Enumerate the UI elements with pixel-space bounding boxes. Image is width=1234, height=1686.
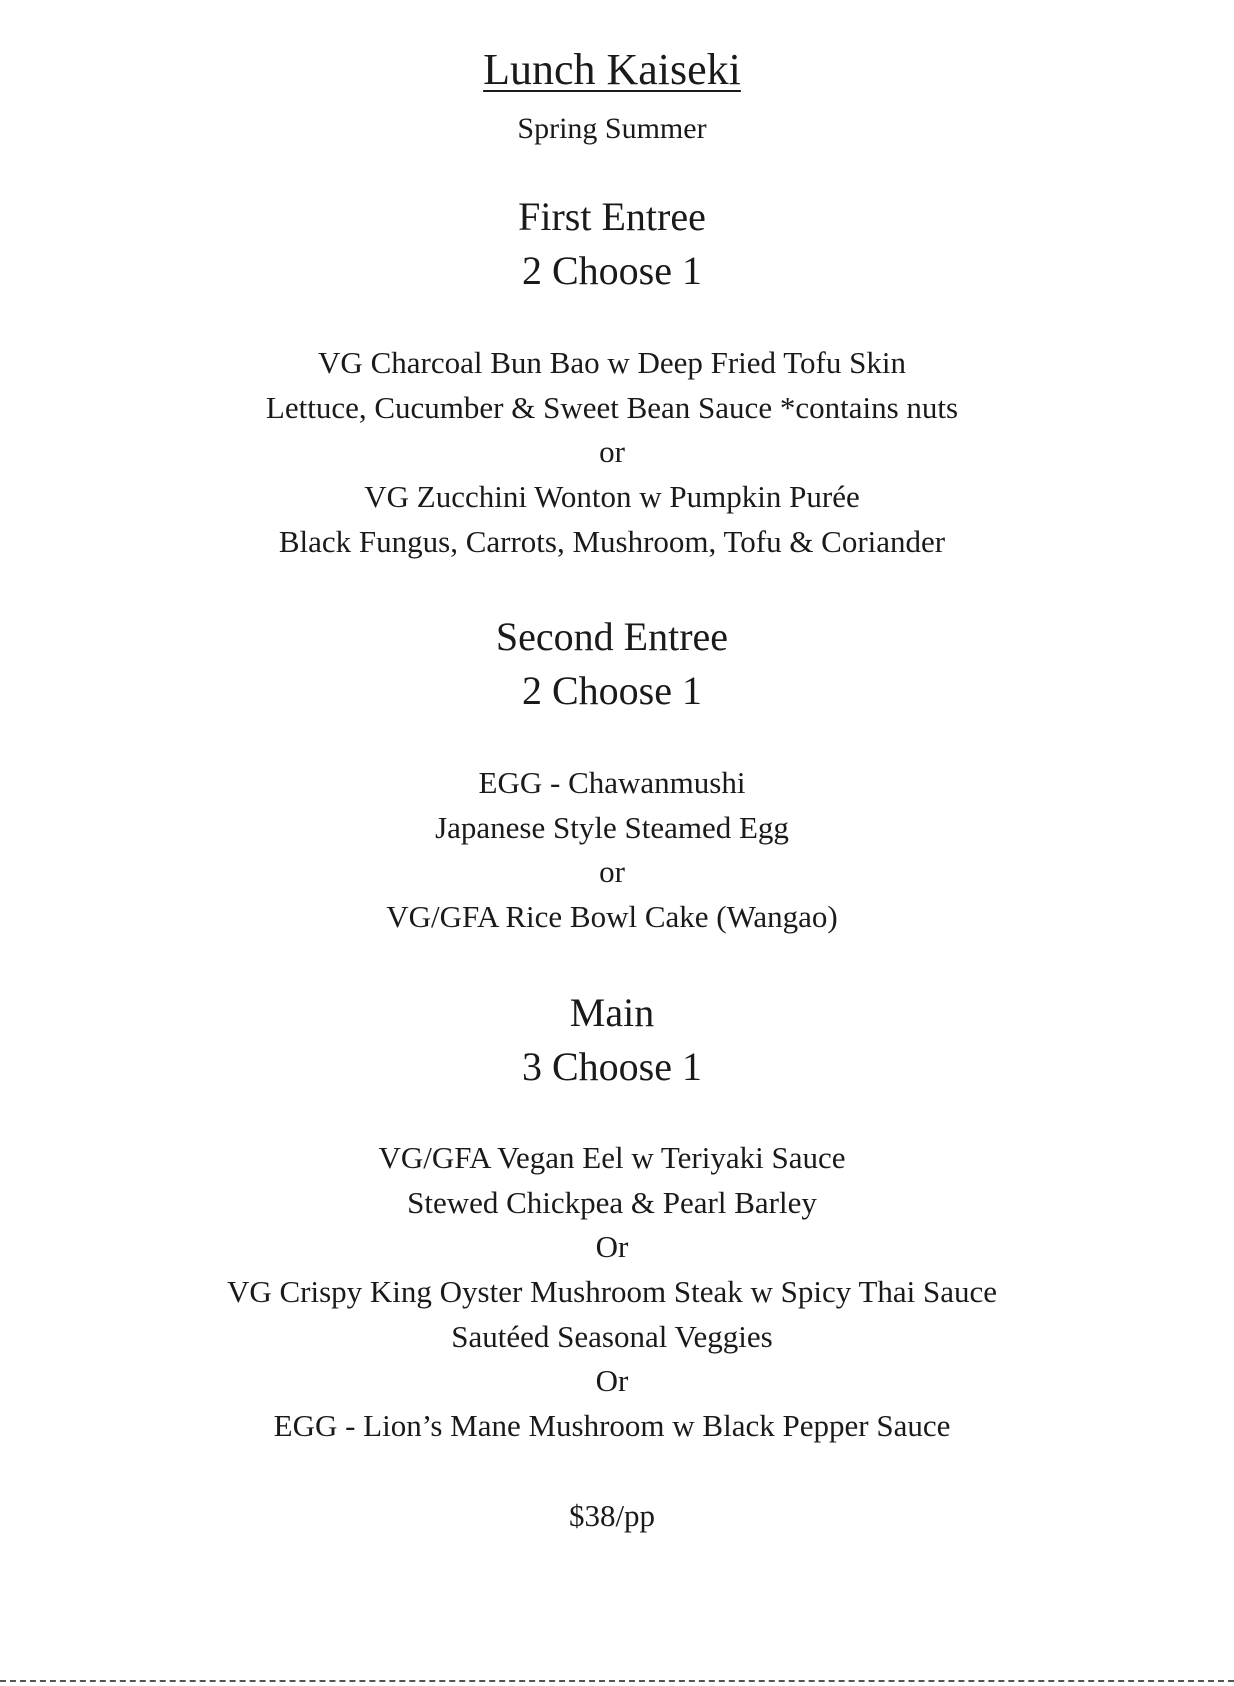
section-heading-main: Main — [569, 990, 655, 1035]
menu-item-line: VG Charcoal Bun Bao w Deep Fried Tofu Skin — [318, 345, 906, 380]
menu-item-line: VG/GFA Rice Bowl Cake (Wangao) — [386, 899, 838, 934]
menu-or-divider: Or — [595, 1363, 629, 1398]
menu-title-text: Lunch Kaiseki — [483, 45, 741, 94]
menu-title — [0, 45, 1224, 94]
menu-item-line: Sautéed Seasonal Veggies — [451, 1319, 773, 1354]
dashed-page-edge-divider — [0, 1680, 1234, 1682]
section-choice-second-entree: 2 Choose 1 — [522, 668, 702, 713]
menu-item-line: VG/GFA Vegan Eel w Teriyaki Sauce — [378, 1140, 846, 1175]
menu-item-line: Stewed Chickpea & Pearl Barley — [407, 1185, 817, 1220]
menu-price: $38/pp — [568, 1498, 656, 1533]
menu-subtitle: Spring Summer — [517, 112, 707, 145]
section-heading-first-entree: First Entree — [518, 194, 706, 239]
menu-or-divider: or — [599, 434, 625, 469]
menu-item-line: EGG - Chawanmushi — [478, 765, 746, 800]
menu-item-line: VG Crispy King Oyster Mushroom Steak w Spicy Thai Sauce — [226, 1274, 998, 1309]
menu-item-line: Black Fungus, Carrots, Mushroom, Tofu & Coriander — [278, 524, 946, 559]
menu-item-line: Lettuce, Cucumber & Sweet Bean Sauce *contains nuts — [265, 390, 959, 425]
menu-item-line: VG Zucchini Wonton w Pumpkin Purée — [364, 479, 860, 514]
section-heading-second-entree: Second Entree — [495, 614, 729, 659]
menu-or-divider: Or — [595, 1229, 629, 1264]
section-choice-main: 3 Choose 1 — [522, 1044, 702, 1089]
section-choice-first-entree: 2 Choose 1 — [522, 248, 702, 293]
menu-or-divider: or — [599, 854, 625, 889]
menu-item-line: EGG - Lion’s Mane Mushroom w Black Pepper Sauce — [273, 1408, 951, 1443]
menu-item-line: Japanese Style Steamed Egg — [435, 810, 789, 845]
